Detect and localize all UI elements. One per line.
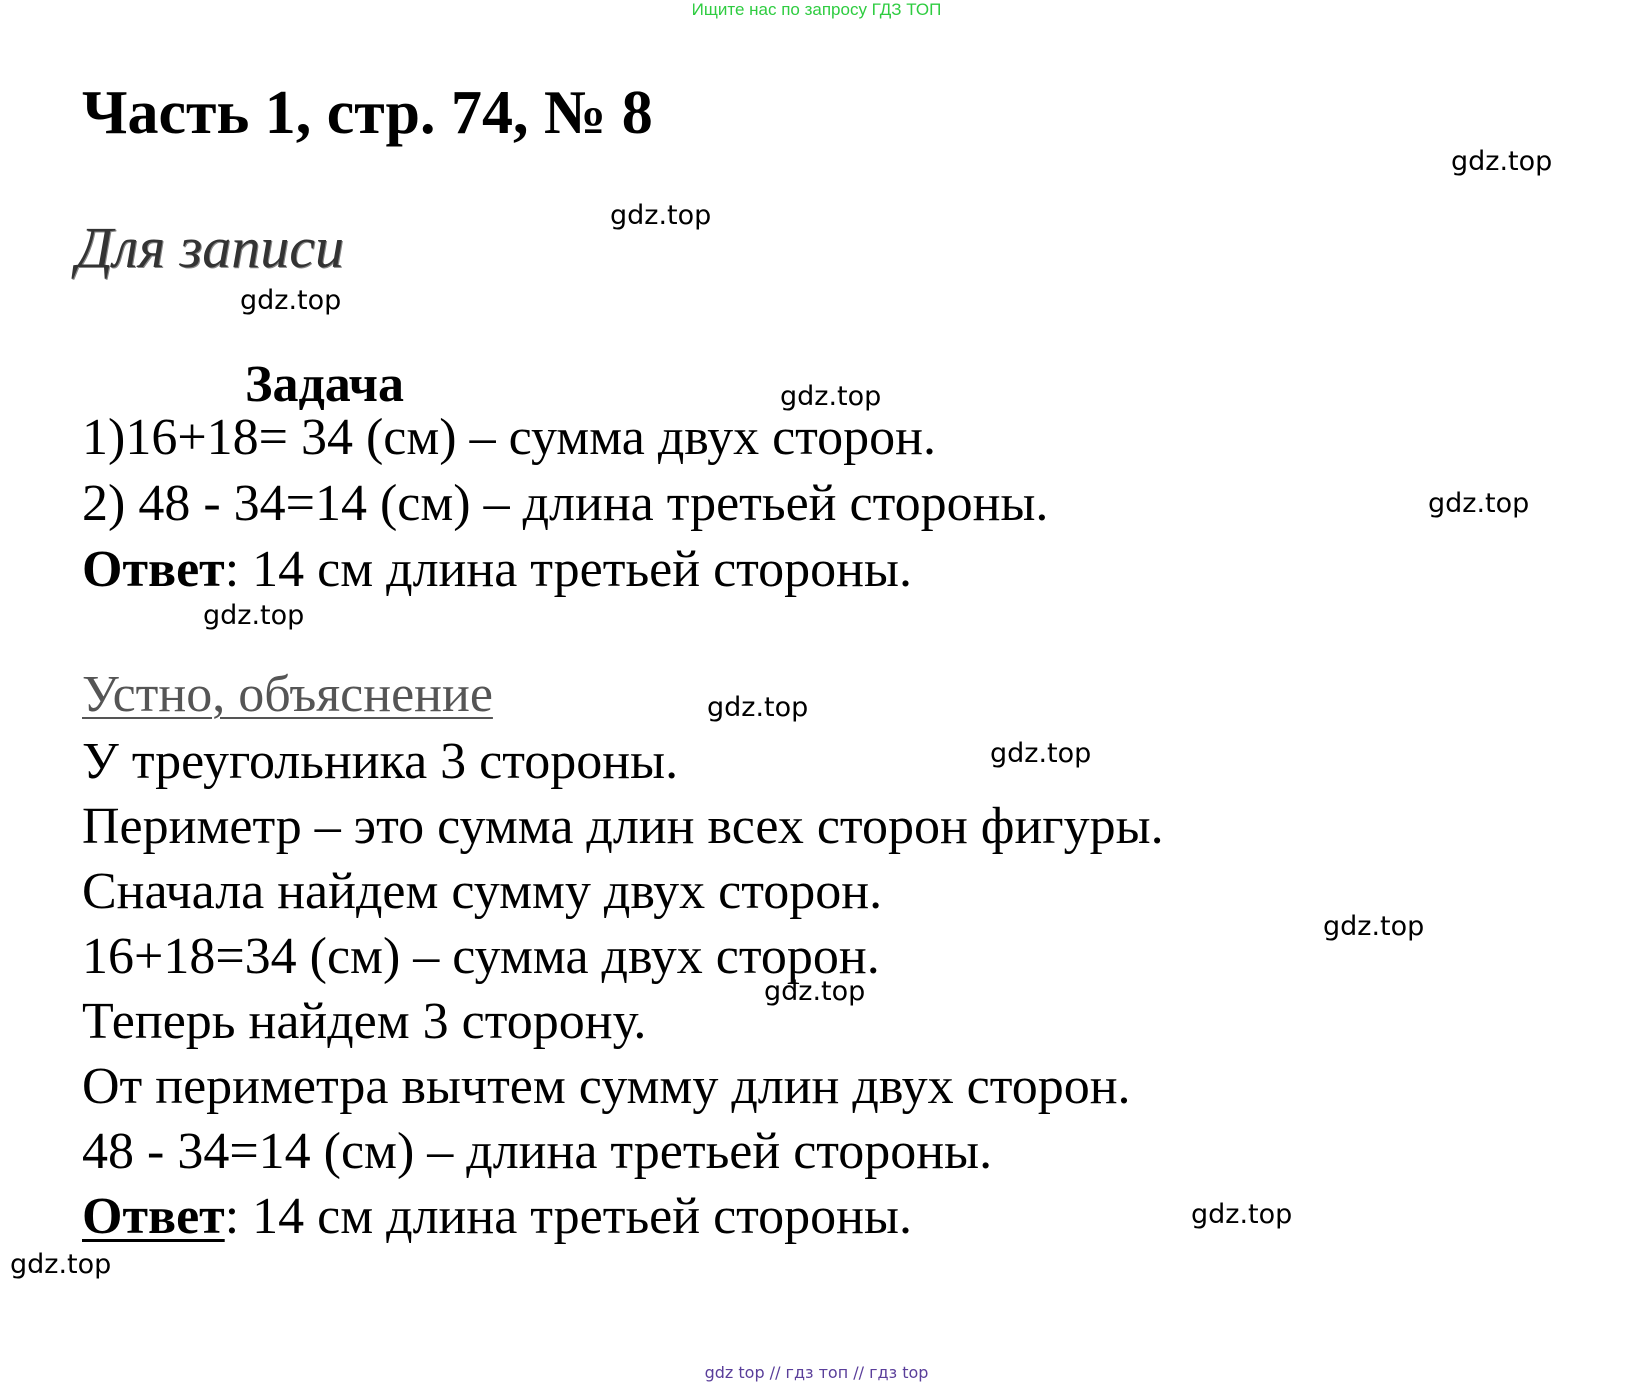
watermark: gdz.top bbox=[610, 200, 712, 231]
answer-text: : 14 см длина третьей стороны. bbox=[224, 541, 912, 598]
watermark: gdz.top bbox=[764, 976, 866, 1007]
explanation-line-7: 48 - 34=14 (см) – длина третьей стороны. bbox=[82, 1123, 993, 1180]
footer-links[interactable]: gdz top // гдз топ // гдз top bbox=[704, 1363, 929, 1382]
page-title: Часть 1, стр. 74, № 8 bbox=[82, 79, 653, 147]
watermark: gdz.top bbox=[1323, 911, 1425, 942]
record-heading: Для записи bbox=[76, 215, 345, 280]
explanation-answer bbox=[82, 1187, 912, 1246]
watermark: gdz.top bbox=[203, 600, 305, 631]
watermark: gdz.top bbox=[240, 285, 342, 316]
watermark: gdz.top bbox=[1191, 1199, 1293, 1230]
answer-label: Ответ bbox=[82, 1188, 225, 1245]
watermark: gdz.top bbox=[990, 738, 1092, 769]
watermark: gdz.top bbox=[707, 692, 809, 723]
explanation-line-4: 16+18=34 (см) – сумма двух сторон. bbox=[82, 928, 880, 985]
answer-text: : 14 см длина третьей стороны. bbox=[224, 1188, 912, 1245]
watermark: gdz.top bbox=[1451, 146, 1553, 177]
oral-explanation-heading: Устно, объяснение bbox=[82, 666, 493, 723]
watermark: gdz.top bbox=[780, 381, 882, 412]
explanation-line-6: От периметра вычтем сумму длин двух сторон. bbox=[82, 1058, 1131, 1115]
solution-answer bbox=[82, 540, 912, 599]
watermark: gdz.top bbox=[1428, 488, 1530, 519]
explanation-line-3: Сначала найдем сумму двух сторон. bbox=[82, 863, 883, 920]
top-banner[interactable]: Ищите нас по запросу ГДЗ ТОП bbox=[691, 0, 942, 19]
solution-step-2: 2) 48 - 34=14 (см) – длина третьей стороны. bbox=[82, 475, 1049, 532]
explanation-line-1: У треугольника 3 стороны. bbox=[82, 733, 679, 790]
solution-step-1: 1)16+18= 34 (см) – сумма двух сторон. bbox=[82, 409, 937, 466]
task-heading: Задача bbox=[245, 356, 404, 413]
answer-label: Ответ bbox=[82, 541, 225, 598]
watermark: gdz.top bbox=[10, 1249, 112, 1280]
explanation-line-2: Периметр – это сумма длин всех сторон фигуры. bbox=[82, 798, 1164, 855]
explanation-line-5: Теперь найдем 3 сторону. bbox=[82, 993, 647, 1050]
